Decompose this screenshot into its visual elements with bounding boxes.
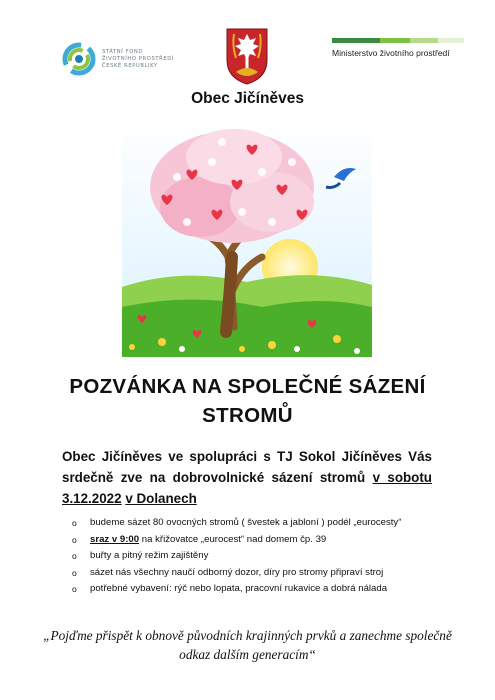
municipality-name: Obec Jičíněves <box>191 90 304 107</box>
list-item-text: buřty a pitný režim zajištěny <box>90 550 209 562</box>
list-item <box>72 548 472 565</box>
sfzp-logo <box>62 42 202 76</box>
mzp-logo-text: Ministerstvo životního prostředí <box>332 48 450 58</box>
list-item <box>72 565 472 582</box>
municipal-crest-icon <box>224 26 270 86</box>
list-item-lead: sraz v 9:00 <box>90 533 140 545</box>
bullet-icon: o <box>72 534 77 545</box>
mzp-color-bar <box>332 38 464 43</box>
intro-paragraph <box>62 446 432 509</box>
blossoming-tree-illustration <box>122 117 372 357</box>
title-line1: POZVÁNKA NA SPOLEČNÉ SÁZENÍ <box>69 375 426 398</box>
list-item-text: na křižovatce „eurocest“ nad domem čp. 39 <box>139 533 327 545</box>
bullet-icon: o <box>72 567 77 578</box>
list-item-text: potřebné vybavení: rýč nebo lopata, pracovní rukavice a dobrá nálada <box>90 583 388 595</box>
bullet-icon: o <box>72 584 77 595</box>
list-item <box>72 515 472 532</box>
bullet-icon: o <box>72 551 77 562</box>
sfzp-line2: ŽIVOTNÍHO PROSTŘEDÍ <box>102 55 174 62</box>
sfzp-line3: ČESKÉ REPUBLIKY <box>102 62 158 69</box>
sfzp-line1: STÁTNÍ FOND <box>102 48 143 55</box>
event-place: v Dolanech <box>125 491 197 506</box>
list-item-text: sázet nás všechny naučí odborný dozor, díry pro stromy připraví stroj <box>90 566 384 578</box>
invitation-title <box>0 372 495 430</box>
info-list <box>72 515 472 598</box>
intro-text: Obec Jičíněves ve spolupráci s TJ Sokol Jičíněves Vás srdečně zve na dobrovolnické sázení stromů <box>62 449 432 485</box>
list-item-text: budeme sázet 80 ovocných stromů ( švestek a jabloní ) podél „eurocesty“ <box>90 517 402 528</box>
bullet-icon: o <box>72 518 77 528</box>
list-item <box>72 532 472 549</box>
title-line2: STROMŮ <box>202 404 293 427</box>
list-item <box>72 581 472 598</box>
sfzp-logo-text <box>102 49 174 70</box>
closing-quote: „Pojďme přispět k obnově původních krajinných prvků a zanechme společně odkaz dalším generacím“ <box>43 628 452 662</box>
sfzp-logo-icon <box>62 42 96 76</box>
event-date: v sobotu 3.12.2022 <box>62 470 432 506</box>
mzp-logo <box>332 38 464 68</box>
